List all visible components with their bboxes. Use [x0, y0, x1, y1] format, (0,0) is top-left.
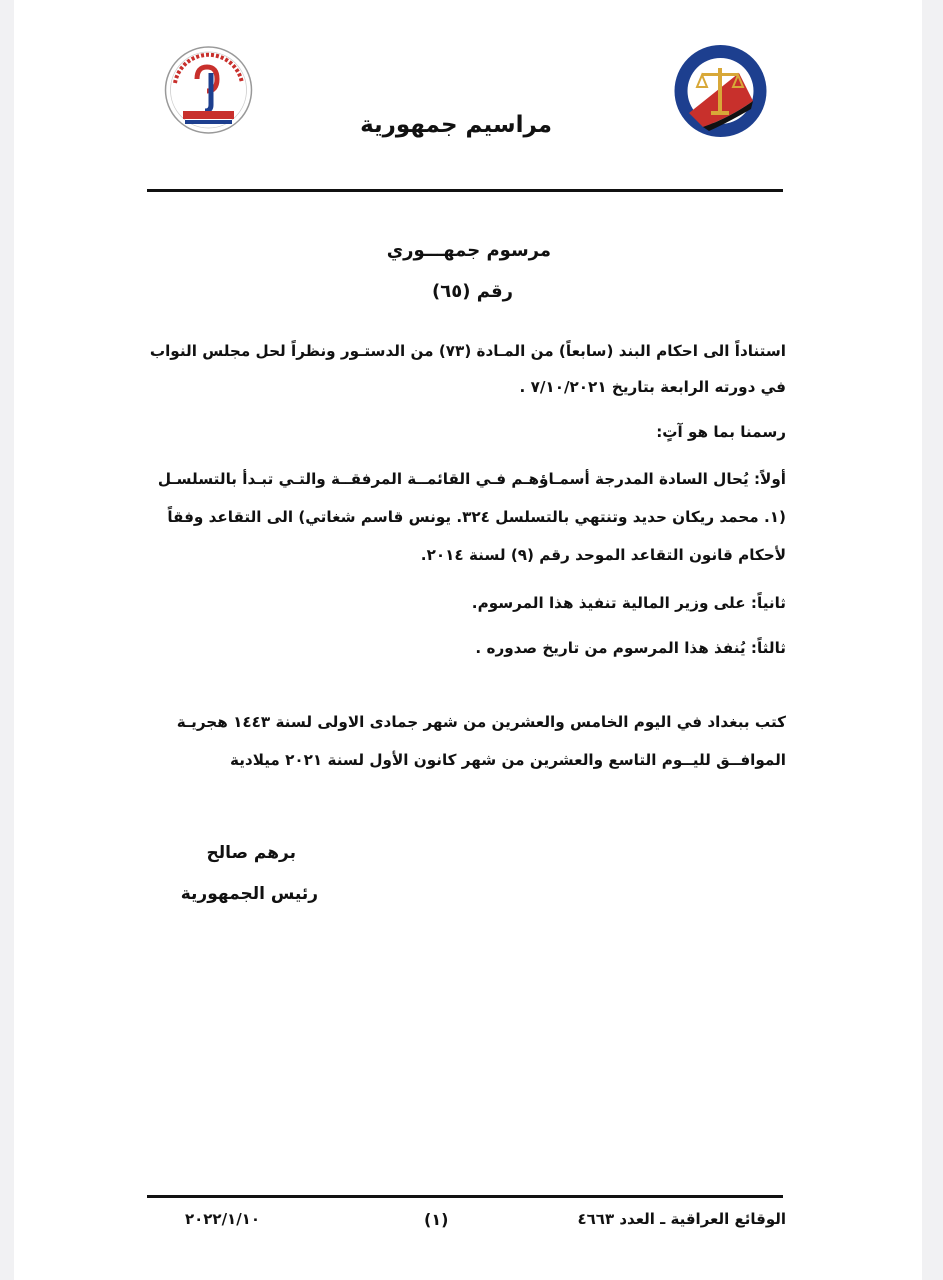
clause-third: ثالثاً: يُنفذ هذا المرسوم من تاريخ صدوره .: [475, 639, 786, 657]
iraqi-gazette-logo: [161, 45, 256, 135]
clause-first-line-2: (١. محمد ريكان حديد وتنتهي بالتسلسل ٣٢٤. يونس قاسم شغاتي) الى التقاعد وفقاً: [167, 508, 786, 526]
document-page: [14, 0, 922, 1280]
clause-second: ثانياً: على وزير المالية تنفيذ هذا المرسوم.: [471, 594, 786, 612]
footer-gazette-issue: الوقائع العراقية ـ العدد ٤٦٦٣: [577, 1210, 786, 1228]
preamble-line-1: استناداً الى احكام البند (سابعاً) من المـادة (٧٣) من الدستـور ونظراً لحل مجلس النواب: [149, 342, 786, 360]
footer-date: ٢٠٢٢/١/١٠: [184, 1210, 260, 1228]
signatory-name: برهم صالح: [206, 843, 296, 863]
footer-divider: [147, 1195, 783, 1198]
clause-first-line-3: لأحكام قانون التقاعد الموحد رقم (٩) لسنة ٢٠١٤.: [420, 546, 786, 564]
dated-line-2: الموافــق لليــوم التاسع والعشرين من شهر كانون الأول لسنة ٢٠٢١ ميلادية: [229, 751, 786, 769]
preamble-line-3: رسمنا بما هو آتٍ:: [656, 423, 786, 441]
decree-number: رقم (٦٥): [432, 281, 513, 302]
preamble-line-2: في دورته الرابعة بتاريخ ٧/١٠/٢٠٢١ .: [519, 378, 786, 396]
dated-line-1: كتب ببغداد في اليوم الخامس والعشرين من شهر جمادى الاولى لسنة ١٤٤٣ هجريـة: [176, 713, 786, 731]
header-divider: [147, 189, 783, 192]
footer-page-number: (١): [424, 1210, 449, 1229]
decree-heading: مرسوم جمهـــوري: [386, 240, 551, 261]
header-title: مراسيم جمهورية: [360, 112, 552, 138]
ministry-of-justice-logo: [669, 43, 772, 139]
clause-first-line-1: أولاً: يُحال السادة المدرجة أسمـاؤهـم فـي القائمــة المرفقــة والتـي تبـدأ بالتسلسـل: [157, 470, 786, 488]
signatory-title: رئيس الجمهورية: [180, 884, 318, 904]
